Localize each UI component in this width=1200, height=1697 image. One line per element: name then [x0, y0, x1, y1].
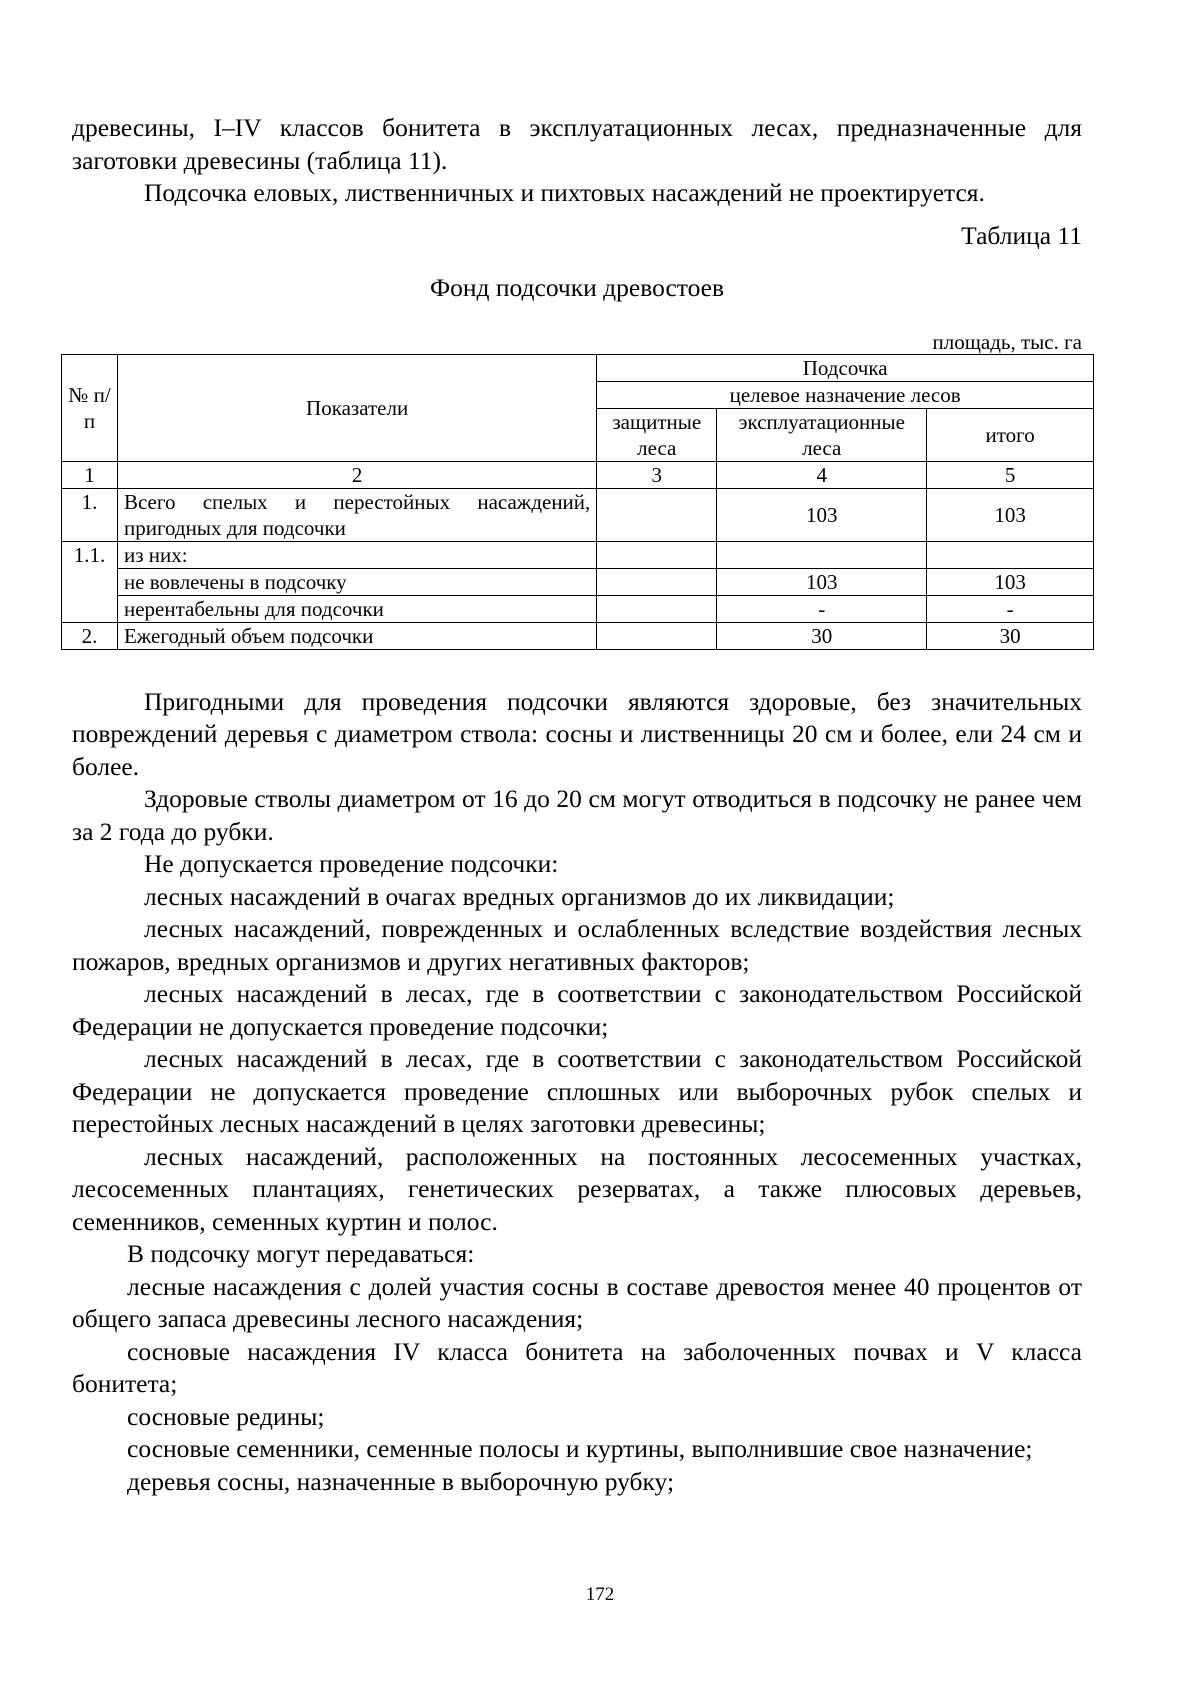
paragraph: Здоровые стволы диаметром от 16 до 20 см могут отводиться в подсочку не ранее чем за 2 года до рубки. — [72, 784, 1082, 846]
row-label: из них: — [117, 541, 596, 568]
paragraph: лесных насаждений, расположенных на постоянных лесосеменных участках, лесосеменных плантациях, генетических резерватах, а также плюсовых деревьев, семенников, семенных куртин и полос. — [72, 1141, 1082, 1236]
protective-value — [597, 622, 717, 649]
row-label: Всего спелых и перестойных насаждений, пригодных для подсочки — [117, 488, 596, 541]
row-label: нерентабельны для подсочки — [117, 595, 596, 622]
paragraph: Не допускается проведение подсочки: — [144, 849, 559, 878]
total-value: 103 — [927, 568, 1094, 595]
exploitation-value: 103 — [717, 568, 927, 595]
protective-value — [597, 541, 717, 568]
protective-value — [597, 488, 717, 541]
header-exploitation: эксплуатационные леса — [717, 408, 927, 461]
paragraph: древесины, I–IV классов бонитета в эксплуатационных лесах, предназначенные для заготовки древесины (таблица 11). — [72, 113, 1082, 175]
header-indicators: Показатели — [117, 354, 596, 461]
table-row — [62, 488, 1094, 541]
table-title: Фонд подсочки древостоев — [429, 272, 724, 302]
header-total: итого — [927, 408, 1094, 461]
paragraph: Подсочка еловых, лиственничных и пихтовых насаждений не проектируется. — [144, 178, 985, 207]
table-row — [62, 541, 1094, 568]
protective-value — [597, 595, 717, 622]
exploitation-value — [717, 541, 927, 568]
column-number: 5 — [927, 461, 1094, 488]
column-number: 2 — [117, 461, 596, 488]
paragraph: деревья сосны, назначенные в выборочную рубку; — [127, 1466, 675, 1496]
header-group: Подсочка — [597, 354, 1094, 381]
paragraph: сосновые редины; — [127, 1401, 325, 1431]
intro-text — [72, 112, 1082, 210]
header-subgroup: целевое назначение лесов — [597, 381, 1094, 408]
document-page — [68, 112, 1082, 1498]
paragraph: лесных насаждений, поврежденных и ослабленных вследствие воздействия лесных пожаров, вредных организмов и других негативных факторов; — [72, 914, 1082, 976]
row-number: 2. — [62, 622, 118, 649]
column-number: 4 — [717, 461, 927, 488]
column-number: 1 — [62, 461, 118, 488]
column-number-row — [62, 461, 1094, 488]
column-number: 3 — [597, 461, 717, 488]
paragraph: В подсочку могут передаваться: — [127, 1239, 475, 1268]
paragraph: сосновые насаждения IV класса бонитета на заболоченных почвах и V класса бонитета; — [72, 1336, 1082, 1398]
table-unit: площадь, тыс. га — [932, 329, 1082, 354]
row-number: 1.1. — [62, 541, 118, 622]
table-row — [62, 568, 1094, 595]
paragraph: лесных насаждений в лесах, где в соответствии с законодательством Российской Федерации не допускается проведение подсочки; — [72, 979, 1082, 1041]
paragraph: лесных насаждений в очагах вредных организмов до их ликвидации; — [144, 881, 895, 911]
total-value: 30 — [927, 622, 1094, 649]
total-value — [927, 541, 1094, 568]
exploitation-value: 103 — [717, 488, 927, 541]
protective-value — [597, 568, 717, 595]
paragraph: лесные насаждения с долей участия сосны в составе древостоя менее 40 процентов от общего запаса древесины лесного насаждения; — [72, 1271, 1082, 1333]
row-number: 1. — [62, 488, 118, 541]
total-value: - — [927, 595, 1094, 622]
total-value: 103 — [927, 488, 1094, 541]
exploitation-value: - — [717, 595, 927, 622]
row-label: Ежегодный объем подсочки — [117, 622, 596, 649]
paragraph: лесных насаждений в лесах, где в соответствии с законодательством Российской Федерации не допускается проведение сплошных или выборочных рубок спелых и перестойных лесных насаждений в целях заготовки древесины; — [72, 1044, 1082, 1138]
body-text — [72, 686, 1082, 1499]
paragraph: сосновые семенники, семенные полосы и куртины, выполнившие свое назначение; — [127, 1434, 1033, 1463]
header-num: № п/п — [62, 354, 118, 461]
exploitation-value: 30 — [717, 622, 927, 649]
table-row — [62, 622, 1094, 649]
row-label: не вовлечены в подсочку — [117, 568, 596, 595]
paragraph: Пригодными для проведения подсочки являются здоровые, без значительных повреждений деревья с диаметром ствола: сосны и лиственницы 20 см и более, ели 24 см и более. — [72, 686, 1082, 781]
page-number: 172 — [585, 1584, 615, 1605]
table-row — [62, 595, 1094, 622]
table-caption: Таблица 11 — [961, 220, 1082, 250]
header-protective: защитные леса — [597, 408, 717, 461]
fund-table — [61, 354, 1094, 650]
